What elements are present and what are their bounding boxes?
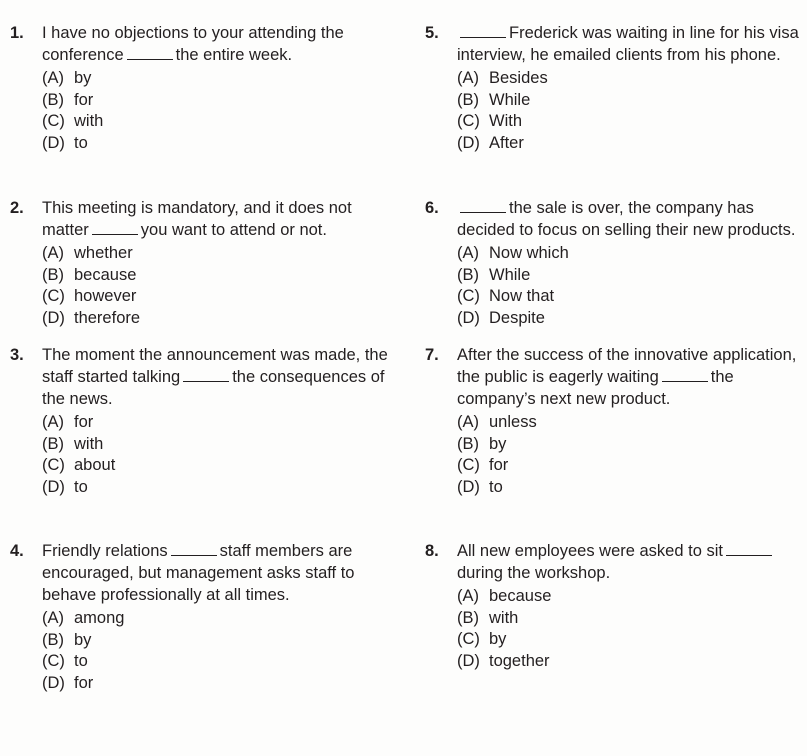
answer-blank [171,540,217,556]
option-label: (B) [457,90,479,109]
question-body [42,22,380,154]
question-6 [425,197,795,329]
option-label: (B) [457,265,479,284]
answer-option [42,477,380,499]
option-text: for [489,456,509,474]
question-5 [425,22,799,154]
stem-text: behave professionally at all times. [42,586,290,604]
stem-text: you want to attend or not. [140,221,327,239]
answer-options [42,243,380,329]
option-label: (D) [42,477,65,496]
question-stem-line [42,584,380,606]
option-text: for [74,413,94,431]
option-text: With [489,112,522,130]
option-label: (C) [457,287,480,305]
answer-options [42,608,380,694]
answer-options [457,243,795,329]
answer-option [457,243,795,265]
answer-options [457,586,795,672]
answer-options [457,412,795,498]
stem-text: the consequences of [232,368,385,386]
option-text: to [74,652,88,670]
option-text: about [74,456,116,474]
question-1 [10,22,380,154]
answer-option [457,651,795,673]
option-text: with [74,112,104,130]
stem-text: Frederick was waiting in line for his visa [509,24,799,42]
question-body [42,197,380,329]
option-label: (D) [42,673,65,692]
question-stem-line [42,197,380,219]
question-stem-line [457,366,795,388]
option-text: however [74,287,137,305]
question-stem-line [457,219,795,241]
question-stem-line [42,219,380,241]
option-label: (D) [457,308,480,327]
question-stem-line [457,197,795,219]
answer-blank [92,219,138,235]
option-text: to [489,477,503,496]
answer-option [42,434,380,456]
question-stem-line [457,388,795,410]
stem-text: the public is eagerly waiting [457,368,659,386]
option-label: (B) [457,434,479,453]
question-number: 6. [425,199,439,217]
answer-blank [662,366,708,382]
answer-option [457,629,795,651]
option-text: unless [489,413,537,431]
stem-text: All new employees were asked to sit [457,542,723,560]
answer-options [42,412,380,498]
option-label: (B) [42,434,64,453]
option-label: (A) [42,609,64,627]
option-label: (B) [42,90,64,109]
question-number: 1. [10,24,24,42]
option-label: (C) [42,112,65,130]
option-text: among [74,609,125,627]
question-body [457,22,799,154]
answer-option [42,412,380,434]
stem-text: the news. [42,390,113,408]
stem-text: during the workshop. [457,564,611,582]
question-body [457,344,795,498]
option-label: (B) [42,265,64,284]
option-label: (C) [42,287,65,305]
answer-option [457,434,795,456]
option-label: (A) [42,244,64,262]
answer-option [42,133,380,155]
answer-option [457,586,795,608]
option-text: Now that [489,287,555,305]
question-stem-line [457,562,795,584]
option-label: (D) [457,133,480,152]
stem-text: conference [42,46,124,64]
question-stem-line [42,562,380,584]
option-text: because [489,587,552,605]
answer-blank [183,366,229,382]
stem-text: the sale is over, the company has [509,199,754,217]
option-text: by [489,434,507,453]
question-body [457,540,795,672]
question-4 [10,540,380,694]
option-label: (C) [457,456,480,474]
answer-options [42,68,380,154]
question-body [457,197,795,329]
option-text: because [74,265,137,284]
answer-option [42,243,380,265]
option-text: by [489,630,507,648]
option-text: with [489,608,519,627]
option-label: (A) [457,244,479,262]
question-number: 7. [425,346,439,364]
stem-text: encouraged, but management asks staff to [42,564,355,582]
question-stem-line [42,44,380,66]
question-number: 2. [10,199,24,217]
option-label: (C) [42,652,65,670]
stem-text: company’s next new product. [457,390,671,408]
option-label: (C) [457,112,480,130]
stem-text: This meeting is mandatory, and it does not [42,199,352,217]
answer-option [457,608,795,630]
option-text: with [74,434,104,453]
option-label: (A) [457,587,479,605]
answer-option [42,651,380,673]
question-number: 3. [10,346,24,364]
option-label: (D) [42,308,65,327]
answer-option [457,265,795,287]
stem-text: interview, he emailed clients from his phone. [457,46,781,64]
answer-blank [726,540,772,556]
answer-option [457,90,795,112]
question-body [42,344,388,498]
answer-option [42,630,380,652]
stem-text: staff members are [219,542,353,560]
answer-option [42,68,380,90]
option-label: (A) [42,69,64,87]
option-label: (B) [42,630,64,649]
question-body [42,540,380,694]
answer-blank [460,197,506,213]
answer-option [457,111,795,133]
stem-text: I have no objections to your attending the [42,24,344,42]
answer-option [457,133,795,155]
answer-blank [127,44,173,60]
option-label: (A) [42,413,64,431]
answer-option [42,265,380,287]
question-7 [425,344,795,498]
option-text: for [74,673,94,692]
stem-text: After the success of the innovative application, [457,346,797,364]
question-2 [10,197,380,329]
question-stem-line [42,344,388,366]
stem-text: The moment the announcement was made, the [42,346,388,364]
option-text: Now which [489,244,569,262]
stem-text: the [710,368,734,386]
question-8 [425,540,795,672]
answer-option [457,308,795,330]
option-label: (D) [457,651,480,670]
question-3 [10,344,388,498]
answer-option [457,412,795,434]
option-text: Despite [489,308,545,327]
answer-option [42,673,380,695]
option-text: After [489,133,524,152]
stem-text: decided to focus on selling their new products. [457,221,796,239]
question-stem-line [42,22,380,44]
stem-text: the entire week. [175,46,293,64]
question-stem-line [457,22,799,44]
option-label: (D) [457,477,480,496]
option-label: (A) [457,413,479,431]
option-text: to [74,477,88,496]
answer-option [42,286,380,308]
stem-text: matter [42,221,89,239]
option-text: together [489,651,550,670]
answer-option [42,111,380,133]
question-stem-line [42,388,380,410]
stem-text: staff started talking [42,368,181,386]
option-label: (B) [457,608,479,627]
option-text: whether [74,244,133,262]
answer-options [457,68,795,154]
question-number: 4. [10,542,24,560]
answer-option [42,90,380,112]
option-label: (C) [42,456,65,474]
question-stem-line [42,540,380,562]
option-label: (D) [42,133,65,152]
answer-option [457,68,795,90]
option-text: for [74,90,94,109]
answer-option [42,308,380,330]
answer-option [42,608,380,630]
answer-option [457,477,795,499]
option-text: Besides [489,69,548,87]
question-stem-line [457,540,795,562]
question-stem-line [42,366,385,388]
option-text: by [74,630,92,649]
question-number: 5. [425,24,439,42]
option-label: (A) [457,69,479,87]
question-stem-line [457,344,795,366]
answer-blank [460,22,506,38]
option-text: therefore [74,308,141,327]
option-label: (C) [457,630,480,648]
option-text: to [74,133,88,152]
answer-option [457,286,795,308]
stem-text: Friendly relations [42,542,168,560]
option-text: by [74,69,92,87]
question-stem-line [457,44,795,66]
answer-option [457,455,795,477]
question-number: 8. [425,542,439,560]
option-text: While [489,265,531,284]
answer-option [42,455,380,477]
option-text: While [489,90,531,109]
